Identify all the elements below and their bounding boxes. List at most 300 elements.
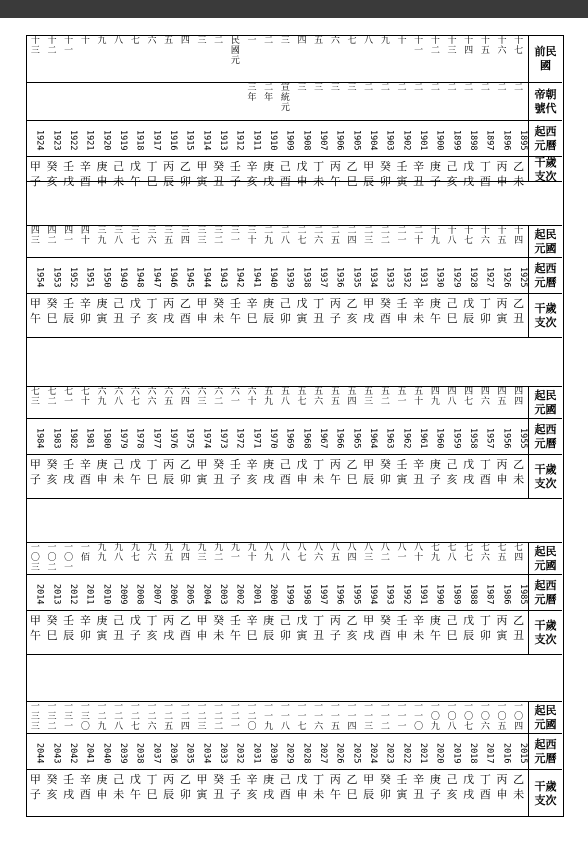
table-cell: 丁 巳 [146,458,158,486]
table-cell: 丙 戌 [163,614,175,642]
table-cell: 1959 [451,428,462,449]
table-cell: 七 四 [514,543,524,563]
table-cell: 二 六 [314,226,324,246]
table-cell: 1936 [334,267,345,288]
row-header-ganzhi [528,455,562,499]
table-cell: 壬 戌 [63,458,75,486]
table-cell: 丁 卯 [479,297,491,325]
table-cell: 一 三 三 [30,702,40,732]
table-cell: 辛 未 [413,614,425,642]
table-cell: 六 九 [97,387,107,407]
table-cell: 一 二 五 [164,702,174,732]
table-cell: 1914 [201,130,212,151]
table-cell: 1991 [417,584,428,605]
row-header-line: 號代 [534,101,557,115]
table-cell: 乙 丑 [513,614,525,642]
table-cell: 1945 [184,267,195,288]
table-cell: 四 五 [497,387,507,407]
table-cell: 2009 [117,584,128,605]
table-cell: 1937 [317,267,328,288]
table-cell: 癸 酉 [379,297,391,325]
table-cell: 乙 未 [513,160,525,188]
table-cell: 二 九 [264,226,274,246]
table-cell: 三 一 [230,226,240,246]
table-cell: 1990 [434,584,445,605]
table-cell: 乙 酉 [179,297,191,325]
table-cell: 戊 寅 [296,297,308,325]
table-cell: 癸 亥 [46,160,58,188]
table-cell: 甲 辰 [363,458,375,486]
table-cell: 1958 [467,428,478,449]
table-cell: 五 [164,36,174,46]
table-cell: 十 三 [30,36,40,56]
table-row-ganzhi [27,294,562,338]
table-cell: 1948 [134,267,145,288]
table-cell: 1919 [117,130,128,151]
table-cell: 十 五 [480,36,490,56]
table-cell: 1963 [384,428,395,449]
table-cell: 八 五 [330,543,340,563]
table-cell: 壬 申 [396,614,408,642]
table-cell: 四 十 [80,226,90,246]
table-cell: 八 [364,36,374,46]
table-cell: 癸 巳 [46,614,58,642]
table-cell: 戊 戌 [463,458,475,486]
table-cell: 三 [297,83,307,93]
table-cell: 丁 未 [313,160,325,188]
table-cell: 戊 申 [296,458,308,486]
table-cell: 1916 [167,130,178,151]
table-cell: 十 二 [430,36,440,56]
table-cell: 己 未 [113,458,125,486]
table-cell: 五 七 [297,387,307,407]
table-cell [194,83,211,120]
table-cell [127,83,144,120]
table-cell: 1950 [101,267,112,288]
table-cell: 1972 [234,428,245,449]
table-cell: 一 二 四 [180,702,190,732]
table-cell: 庚 午 [429,297,441,325]
table-block-1 [27,36,562,188]
table-cell: 三 [347,83,357,93]
table-cell: 1915 [184,130,195,151]
table-row-minguo [27,36,562,83]
row-header-reign [528,83,562,120]
table-cell: 1896 [501,130,512,151]
table-cell: 八 六 [314,543,324,563]
table-cell: 丁 丑 [313,614,325,642]
row-header-line: 元國 [534,717,557,731]
table-cell: 2027 [317,743,328,764]
table-cell: 十 七 [514,36,524,56]
table-cell: 壬 戌 [63,773,75,801]
table-cell: 丙 辰 [163,160,175,188]
table-cell: 六 十 [247,387,257,407]
table-cell: 1982 [67,428,78,449]
table-block-2 [27,225,562,338]
table-cell: 七 九 [430,543,440,563]
table-cell: 丙 申 [496,458,508,486]
table-cell: 1939 [284,267,295,288]
table-cell: 1924 [34,130,45,151]
table-cell: 三 七 [130,226,140,246]
table-cell: 2005 [184,584,195,605]
table-cell: 二 八 [280,226,290,246]
table-cell: 二 [414,83,424,93]
table-cell: 丁 酉 [479,160,491,188]
table-cell: 五 [314,36,324,46]
row-header-ganzhi [528,157,562,182]
table-cell: 1978 [134,428,145,449]
table-cell: 丙 午 [329,160,341,188]
table-cell: 丙 寅 [496,614,508,642]
table-cell: 一 二 七 [130,702,140,732]
table-cell: 1953 [51,267,62,288]
table-cell: 十 一 [414,36,424,56]
row-header-line: 干歲 [534,302,557,315]
table-cell: 十 四 [514,226,524,246]
table-cell: 2010 [101,584,112,605]
row-header-line: 起西 [534,578,557,592]
table-cell: 二 二 [380,226,390,246]
table-cell: 2020 [434,743,445,764]
table-cell: 2031 [251,743,262,764]
table-cell: 八 十 [414,543,424,563]
table-cell: 庚 子 [429,458,441,486]
table-cell: 七 [347,36,357,46]
table-cell: 1941 [251,267,262,288]
table-cell: 己 卯 [279,297,291,325]
table-cell: 庚 寅 [96,297,108,325]
table-cell: 甲 辰 [363,160,375,188]
table-cell: 2015 [517,743,528,764]
table-cell: 2026 [334,743,345,764]
table-cell [110,83,127,120]
table-cell: 丁 酉 [479,773,491,801]
table-cell: 1955 [517,428,528,449]
table-cell: 戊 辰 [463,297,475,325]
table-cell: 一 一 四 [347,702,357,732]
table-cell: 九 八 [114,543,124,563]
table-cell: 1922 [67,130,78,151]
table-cell: 1952 [67,267,78,288]
table-cell: 三 六 [147,226,157,246]
table-row-western [27,575,562,611]
table-cell: 乙 未 [513,773,525,801]
table-cell: 二 四 [347,226,357,246]
table-cell: 2025 [351,743,362,764]
table-cell: 丁 未 [313,458,325,486]
table-cell: 戊 午 [129,773,141,801]
table-cell: 民 國 元 [230,36,240,66]
table-row-reign [27,83,562,121]
row-header-line: 起民 [534,388,557,402]
table-cell: 戊 戌 [463,773,475,801]
row-header-western [528,258,562,293]
table-cell: 二 [497,83,507,93]
table-cell: 七 三 [30,387,40,407]
row-header-minguo [528,36,562,82]
row-header-western [528,419,562,454]
table-cell: 二 五 [330,226,340,246]
row-header-line: 起西 [534,124,557,138]
row-header-minguo [528,387,562,418]
table-cell: 辛 巳 [246,297,258,325]
table-cell: 五 六 [314,387,324,407]
row-header-line: 起西 [534,737,557,751]
row-header-western [528,575,562,610]
row-header-line: 干歲 [534,155,557,169]
table-cell: 1995 [351,584,362,605]
table-cell: 一 一 一 [397,702,407,732]
table-cell: 一 〇 九 [430,702,440,732]
table-cell: 1935 [351,267,362,288]
table-row-ganzhi [27,770,562,817]
table-cell: 壬 寅 [396,160,408,188]
table-cell: 2039 [117,743,128,764]
table-cell: 一 〇 六 [480,702,490,732]
table-cell: 十 [397,36,407,46]
row-header-line: 元曆 [534,275,557,289]
table-cell: 戊 申 [296,160,308,188]
table-cell [210,83,227,120]
table-cell: 1970 [267,428,278,449]
row-header-line: 前民 [534,45,557,58]
table-cell: 己 酉 [279,160,291,188]
table-cell: 庚 子 [429,773,441,801]
table-cell: 1947 [151,267,162,288]
table-cell: 丁 亥 [146,297,158,325]
table-cell: 三 十 [247,226,257,246]
table-cell: 乙 巳 [346,773,358,801]
table-cell: 五 五 [330,387,340,407]
table-cell: 乙 未 [513,458,525,486]
table-cell: 1973 [217,428,228,449]
table-cell: 七 十 [80,387,90,407]
table-cell: 1929 [451,267,462,288]
table-cell: 2004 [201,584,212,605]
table-cell: 1898 [467,130,478,151]
table-cell: 1954 [34,267,45,288]
table-cell: 四 九 [430,387,440,407]
table-cell: 乙 卯 [179,160,191,188]
table-row-minguo [27,702,562,734]
table-cell: 一 三 一 [64,702,74,732]
table-cell: 1974 [201,428,212,449]
table-cell: 1927 [484,267,495,288]
row-header-line: 起民 [534,227,557,241]
table-cell: 甲 寅 [196,458,208,486]
table-cell: 庚 申 [96,773,108,801]
table-cell: 壬 辰 [63,297,75,325]
row-header-line: 支次 [534,477,557,490]
table-cell: 四 六 [480,387,490,407]
table-cell: 九 [97,36,107,46]
row-header-line: 起西 [534,261,557,275]
table-cell: 四 [297,36,307,46]
table-cell: 一 〇 七 [464,702,474,732]
table-cell [94,83,111,120]
table-cell: 五 四 [347,387,357,407]
table-cell: 三 [330,83,340,93]
table-cell: 癸 亥 [46,458,58,486]
table-cell: 1964 [367,428,378,449]
table-cell: 1901 [417,130,428,151]
table-cell: 乙 亥 [346,614,358,642]
table-cell: 2044 [34,743,45,764]
table-cell: 七 七 [464,543,474,563]
table-cell: 1971 [251,428,262,449]
row-header-line: 支次 [534,316,557,329]
table-cell: 己 卯 [279,614,291,642]
table-cell: 壬 午 [229,297,241,325]
table-cell: 九 七 [130,543,140,563]
table-cell: 1956 [501,428,512,449]
table-cell: 己 酉 [279,773,291,801]
table-row-minguo [27,543,562,575]
table-cell: 2007 [151,584,162,605]
table-row-western [27,419,562,455]
table-cell: 甲 戌 [363,614,375,642]
table-cell: 1900 [434,130,445,151]
table-cell: 二 七 [297,226,307,246]
era-conversion-table [26,35,564,817]
table-cell: 辛 丑 [413,773,425,801]
table-cell: 壬 戌 [63,160,75,188]
table-cell: 十 四 [464,36,474,56]
table-cell: 戊 午 [129,458,141,486]
table-cell: 甲 午 [29,614,41,642]
table-cell: 2038 [134,743,145,764]
table-cell: 己 亥 [446,160,458,188]
table-cell: 十 一 [64,36,74,56]
table-cell: 1966 [334,428,345,449]
table-cell: 二 [514,83,524,93]
table-cell: 七 二 [47,387,57,407]
table-cell: 辛 巳 [246,614,258,642]
table-cell: 九 六 [147,543,157,563]
table-cell: 丁 亥 [146,614,158,642]
table-cell: 四 三 [30,226,40,246]
table-cell: 1928 [467,267,478,288]
table-cell: 1989 [451,584,462,605]
table-cell: 1994 [367,584,378,605]
table-cell: 辛 亥 [246,458,258,486]
table-cell: 戊 午 [129,160,141,188]
table-cell: 二 十 [414,226,424,246]
table-cell: 乙 巳 [346,458,358,486]
row-header-line: 支次 [534,633,557,646]
table-cell: 一 〇 二 [47,543,57,573]
table-cell: 1908 [301,130,312,151]
table-cell: 一 〇 三 [30,543,40,573]
table-cell: 1983 [51,428,62,449]
table-row-ganzhi [27,611,562,655]
table-cell: 壬 寅 [396,773,408,801]
table-cell: 己 丑 [113,614,125,642]
table-cell: 1961 [417,428,428,449]
row-header-line: 支次 [534,793,557,807]
table-cell: 1926 [501,267,512,288]
table-cell: 十 七 [464,226,474,246]
table-cell: 辛 亥 [246,773,258,801]
row-header-line: 干歲 [534,619,557,632]
table-cell: 四 四 [514,387,524,407]
table-cell: 1943 [217,267,228,288]
table-cell: 2013 [51,584,62,605]
table-cell: 一 二 二 [214,702,224,732]
table-cell: 1981 [84,428,95,449]
table-cell: 八 九 [264,543,274,563]
table-cell: 戊 戌 [463,160,475,188]
table-cell: 2042 [67,743,78,764]
table-cell: 八 二 [380,543,390,563]
table-row-western [27,258,562,294]
table-cell: 1902 [401,130,412,151]
table-cell: 六 三 [197,387,207,407]
row-header-line: 元曆 [534,751,557,765]
table-cell: 庚 申 [96,458,108,486]
table-row-minguo [27,226,562,258]
table-cell: 己 亥 [446,773,458,801]
table-cell: 戊 子 [129,614,141,642]
table-cell: 癸 丑 [213,160,225,188]
row-header-line: 元國 [534,241,557,255]
table-cell: 1951 [84,267,95,288]
row-header-line: 起西 [534,422,557,436]
table-cell: 1921 [84,130,95,151]
table-cell: 癸 卯 [379,160,391,188]
table-cell: 丙 午 [329,773,341,801]
table-cell: 辛 酉 [79,773,91,801]
table-cell: 丙 辰 [163,773,175,801]
table-cell: 辛 卯 [79,297,91,325]
table-cell: 一 二 九 [97,702,107,732]
table-cell: 甲 辰 [363,773,375,801]
table-cell: 六 [147,36,157,46]
table-cell: 1997 [317,584,328,605]
table-cell: 十 三 [447,36,457,56]
table-block-3 [27,386,562,499]
table-cell: 戊 子 [129,297,141,325]
table-cell: 六 七 [130,387,140,407]
table-cell: 一 二 一 [230,702,240,732]
table-cell: 2012 [67,584,78,605]
table-cell: 丙 申 [496,773,508,801]
table-cell: 一 〇 四 [514,702,524,732]
table-cell: 六 六 [147,387,157,407]
table-cell: 三 [280,36,290,46]
table-cell: 一 一 二 [380,702,390,732]
row-header-line: 元曆 [534,436,557,450]
table-cell: 己 酉 [279,458,291,486]
table-cell [77,83,94,120]
table-cell: 1906 [334,130,345,151]
table-cell: 乙 巳 [346,160,358,188]
table-cell: 庚 子 [429,160,441,188]
table-cell: 十 五 [497,226,507,246]
table-cell: 1957 [484,428,495,449]
row-header-ganzhi [528,611,562,655]
table-cell: 庚 辰 [263,614,275,642]
table-cell: 六 二 [214,387,224,407]
table-cell: 四 一 [64,226,74,246]
row-header-line: 元國 [534,402,557,416]
table-cell: 七 六 [480,543,490,563]
table-cell: 2043 [51,743,62,764]
table-cell: 2017 [484,743,495,764]
table-cell: 庚 戌 [263,160,275,188]
